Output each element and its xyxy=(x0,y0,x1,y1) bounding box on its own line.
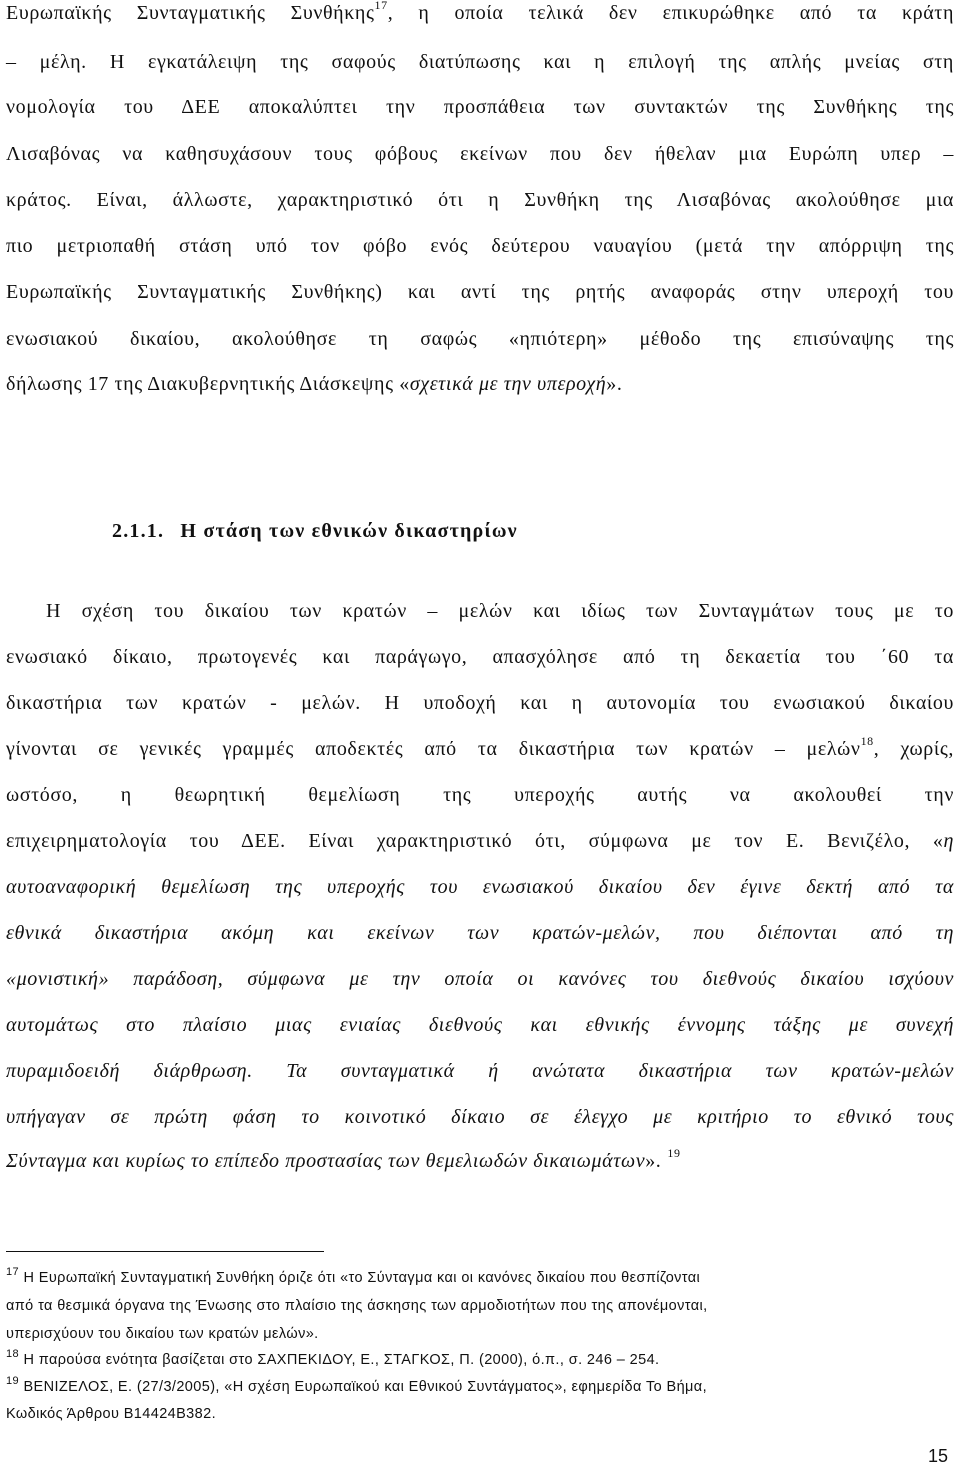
footnote-19-line xyxy=(6,1375,954,1395)
text-line: ενωσιακού δικαίου, ακολούθησε τη σαφώς «ηπιότερη» μέθοδο της επισύναψης της xyxy=(6,328,954,350)
text-span: , χωρίς, xyxy=(873,738,954,760)
footnote-ref-19[interactable]: 19 xyxy=(667,1146,681,1160)
footnote-number: 17 xyxy=(6,1266,20,1278)
section-heading xyxy=(112,520,518,543)
italic-span: Σύνταγμα και κυρίως το επίπεδο προστασίας των θεμελιωδών δικαιωμάτων xyxy=(6,1150,646,1172)
footnote-number: 18 xyxy=(6,1348,20,1360)
footnote-17-line: υπερισχύουν του δικαίου των κρατών μελών». xyxy=(6,1326,319,1342)
text-line: εθνικά δικαστήρια ακόμη και εκείνων των κρατών-μελών, που διέπονται από τη xyxy=(6,922,954,944)
text-span: , η οποία τελικά δεν επικυρώθηκε από τα κράτη xyxy=(387,2,955,24)
page-number: 15 xyxy=(927,1446,948,1466)
italic-span: η xyxy=(943,830,954,852)
footnote-17-line: από τα θεσμικά όργανα της Ένωσης στο πλαίσιο της άσκησης των αρμοδιοτήτων που της απονέμονται, xyxy=(6,1298,708,1314)
text-line: πυραμιδοειδή διάρθρωση. Τα συνταγματικά ή ανώτατα δικαστήρια των κρατών-μελών xyxy=(6,1060,954,1082)
text-span: γίνονται σε γενικές γραμμές αποδεκτές από τα δικαστήρια των κρατών – μελών xyxy=(6,738,861,760)
footnote-ref-17[interactable]: 17 xyxy=(374,0,388,12)
text-line: Ευρωπαϊκής Συνταγματικής Συνθήκης) και αντί της ρητής αναφοράς στην υπεροχή του xyxy=(6,281,954,303)
section-number: 2.1.1. xyxy=(112,520,165,542)
text-line: ενωσιακό δίκαιο, πρωτογενές και παράγωγο, απασχόλησε από τη δεκαετία του ΄60 τα xyxy=(6,646,954,668)
text-line: νομολογία του ΔΕΕ αποκαλύπτει την προσπάθεια των συντακτών της Συνθήκης της xyxy=(6,96,954,118)
text-span: δήλωσης 17 της Διακυβερνητικής Διάσκεψης « xyxy=(6,373,410,395)
footnote-19-line: Κωδικός Άρθρου B14424B382. xyxy=(6,1406,217,1422)
text-line: αυτομάτως στο πλαίσιο μιας ενιαίας διεθνούς και εθνικής έννομης τάξης με συνεχή xyxy=(6,1014,954,1036)
text-line: Η σχέση του δικαίου των κρατών – μελών και ιδίως των Συνταγμάτων τους με το xyxy=(46,600,954,622)
italic-span: σχετικά με την υπεροχή xyxy=(409,373,607,395)
footnote-17-line xyxy=(6,1266,954,1286)
text-line xyxy=(6,1146,954,1173)
footnote-18-line xyxy=(6,1348,954,1368)
text-span: Ευρωπαϊκής Συνταγματικής Συνθήκης xyxy=(6,2,375,24)
text-line: – μέλη. Η εγκατάλειψη της σαφούς διατύπωσης και η επιλογή της απλής μνείας στη xyxy=(6,51,954,73)
text-line: αυτοαναφορική θεμελίωση της υπεροχής του ενωσιακού δικαίου δεν έγινε δεκτή από τα xyxy=(6,876,954,898)
text-span: ». xyxy=(645,1150,662,1172)
text-line: «μονιστική» παράδοση, σύμφωνα με την οποία οι κανόνες του διεθνούς δικαίου ισχύουν xyxy=(6,968,954,990)
text-line xyxy=(6,2,954,25)
text-span: επιχειρηματολογία του ΔΕΕ. Είναι χαρακτηριστικό ότι, σύμφωνα με τον Ε. Βενιζέλο, « xyxy=(6,830,944,852)
text-line: Λισαβόνας να καθησυχάσουν τους φόβους εκείνων που δεν ήθελαν μια Ευρώπη υπερ – xyxy=(6,143,954,165)
footnote-ref-18[interactable]: 18 xyxy=(860,734,874,748)
footnote-separator xyxy=(6,1251,324,1252)
section-title: Η στάση των εθνικών δικαστηρίων xyxy=(180,520,518,542)
text-line: πιο μετριοπαθή στάση υπό τον φόβο ενός δεύτερου ναυαγίου (μετά την απόρριψη της xyxy=(6,235,954,257)
footnote-number: 19 xyxy=(6,1375,20,1387)
text-line xyxy=(6,830,954,853)
text-line xyxy=(6,373,954,396)
text-line: υπήγαγαν σε πρώτη φάση το κοινοτικό δίκαιο σε έλεγχο με κριτήριο το εθνικό τους xyxy=(6,1106,954,1128)
text-line: δικαστήρια των κρατών - μελών. Η υποδοχή και η αυτονομία του ενωσιακού δικαίου xyxy=(6,692,954,714)
footnote-text: Η παρούσα ενότητα βασίζεται στο ΣΑΧΠΕΚΙΔΟΥ, Ε., ΣΤΑΓΚΟΣ, Π. (2000), ό.π., σ. 246 – 254. xyxy=(23,1352,660,1368)
text-line: ωστόσο, η θεωρητική θεμελίωση της υπεροχής αυτής να ακολουθεί την xyxy=(6,784,954,806)
text-line: κράτος. Είναι, άλλωστε, χαρακτηριστικό ότι η Συνθήκη της Λισαβόνας ακολούθησε μια xyxy=(6,189,954,211)
footnote-text: ΒΕΝΙΖΕΛΟΣ, Ε. (27/3/2005), «Η σχέση Ευρωπαϊκού και Εθνικού Συντάγματος», εφημερίδα Το Βήμα, xyxy=(23,1379,708,1395)
text-line xyxy=(6,734,954,761)
footnote-text: Η Ευρωπαϊκή Συνταγματική Συνθήκη όριζε ότι «το Σύνταγμα και οι κανόνες δικαίου που θεσπίζονται xyxy=(23,1270,701,1286)
text-span: ». xyxy=(606,373,623,395)
